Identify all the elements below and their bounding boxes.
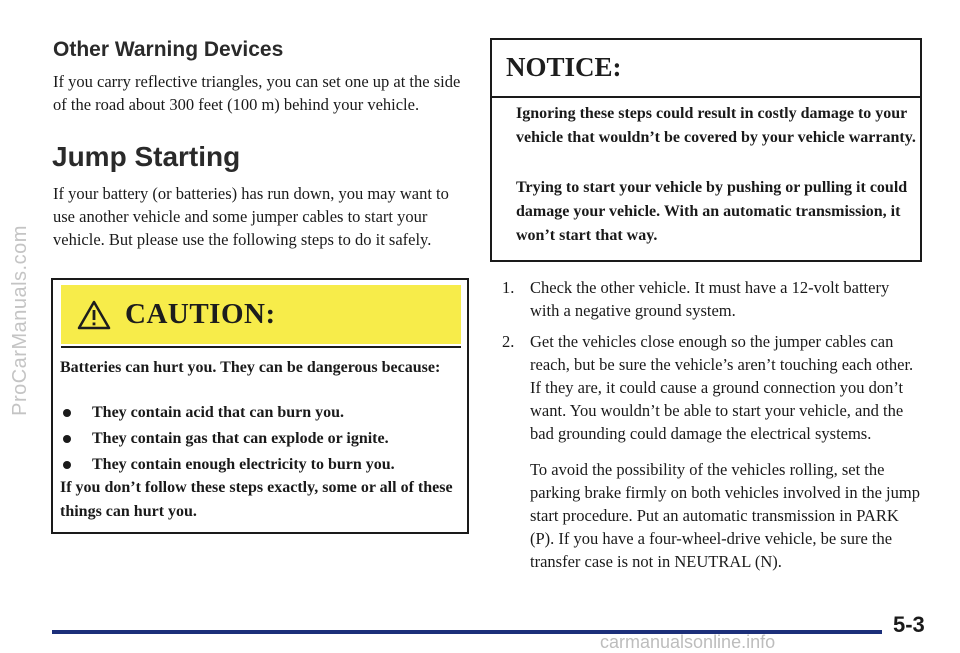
jump-starting-body: If your battery (or batteries) has run down, you may want to use another vehicle and some jumper cables to start your vehicle. But please use the following steps to do it safely.: [53, 184, 449, 249]
side-watermark: [2, 20, 38, 620]
step-text: Get the vehicles close enough so the jumper cables can reach, but be sure the vehicle’s aren’t touching each other. If they are, it could cause a ground connection you don’t want. You wouldn’t be able to start your vehicle, and the bad grounding could damage the electrical systems.: [530, 332, 914, 443]
caution-outro: If you don’t follow these steps exactly, some or all of these things can hurt you.: [60, 479, 453, 520]
notice-paragraph-2: Trying to start your vehicle by pushing or pulling it could damage your vehicle. With an automatic transmission, it won’t start that way.: [516, 179, 908, 244]
caution-divider: [61, 346, 461, 348]
bottom-watermark: carmanualsonline.info: [600, 632, 776, 652]
jump-starting-heading: Jump Starting: [52, 141, 241, 172]
caution-header: [61, 285, 461, 344]
step-text: Check the other vehicle. It must have a 12-volt battery with a negative ground system.: [530, 278, 890, 320]
notice-paragraph-1: Ignoring these steps could result in costly damage to your vehicle that wouldn’t be covered by your vehicle warranty.: [516, 105, 916, 146]
caution-intro: Batteries can hurt you. They can be dangerous because:: [60, 359, 441, 376]
caution-bullet: They contain enough electricity to burn you.: [60, 453, 460, 477]
caution-bullet-list: [60, 401, 460, 479]
step-item: [502, 330, 922, 445]
caution-title: CAUTION:: [125, 298, 276, 330]
notice-header: [492, 40, 920, 98]
page-number: 5-3: [893, 612, 925, 637]
steps-list: [502, 276, 922, 453]
warning-triangle-icon: [77, 300, 111, 330]
caution-bullet: They contain acid that can burn you.: [60, 401, 460, 425]
step-number: 1.: [502, 278, 515, 297]
caution-bullet: They contain gas that can explode or ignite.: [60, 427, 460, 451]
side-watermark-text: ProCarManuals.com: [8, 224, 31, 416]
step-2-continuation: To avoid the possibility of the vehicles rolling, set the parking brake firmly on both vehicles involved in the jump start procedure. Put an automatic transmission in PARK (P). If you have a four-wheel-drive vehicle, be sure the transfer case is not in NEUTRAL (N).: [530, 460, 920, 571]
step-item: [502, 276, 922, 322]
step-number: 2.: [502, 332, 515, 351]
notice-title: NOTICE:: [506, 52, 622, 82]
other-warning-body: If you carry reflective triangles, you can set one up at the side of the road about 300 feet (100 m) behind your vehicle.: [53, 72, 461, 114]
other-warning-heading: Other Warning Devices: [53, 38, 284, 61]
